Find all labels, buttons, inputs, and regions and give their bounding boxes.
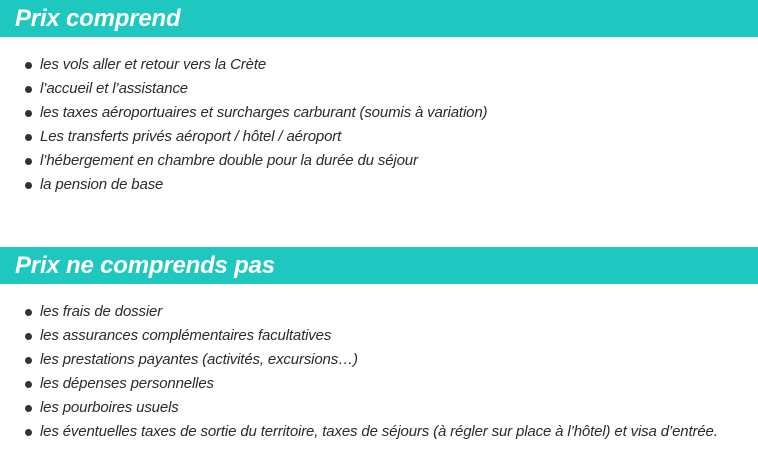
bullet-icon: [25, 429, 32, 436]
list-item-text: les prestations payantes (activités, excursions…): [40, 351, 358, 368]
list-item-text: les assurances complémentaires facultatives: [40, 327, 332, 344]
list-item: [0, 300, 718, 324]
bullet-icon: [25, 333, 32, 340]
list-item: [0, 372, 718, 396]
bullet-icon: [25, 86, 32, 93]
list-item: [0, 396, 718, 420]
list-item: [0, 53, 487, 77]
included-list: [0, 53, 487, 197]
list-item-text: les vols aller et retour vers la Crète: [40, 56, 267, 73]
list-item-text: la pension de base: [40, 176, 164, 193]
list-item: [0, 324, 718, 348]
list-item-text: l’hébergement en chambre double pour la durée du séjour: [40, 152, 418, 169]
list-item-text: les éventuelles taxes de sortie du territoire, taxes de séjours (à régler sur place à l’hôtel) et visa d’entrée.: [40, 423, 718, 440]
list-item: [0, 101, 487, 125]
list-item-text: les pourboires usuels: [40, 399, 179, 416]
bullet-icon: [25, 158, 32, 165]
bullet-icon: [25, 182, 32, 189]
section-header-included: Prix comprend: [0, 0, 758, 37]
bullet-icon: [25, 309, 32, 316]
list-item: [0, 125, 487, 149]
list-item-text: les taxes aéroportuaires et surcharges carburant (soumis à variation): [40, 104, 488, 121]
list-item: [0, 149, 487, 173]
bullet-icon: [25, 110, 32, 117]
list-item-text: les frais de dossier: [40, 303, 163, 320]
list-item: [0, 348, 718, 372]
list-item-text: l’accueil et l’assistance: [40, 80, 188, 97]
bullet-icon: [25, 357, 32, 364]
list-item: [0, 420, 718, 444]
bullet-icon: [25, 134, 32, 141]
excluded-list: [0, 300, 718, 444]
section-header-excluded: Prix ne comprends pas: [0, 247, 758, 284]
bullet-icon: [25, 62, 32, 69]
list-item-text: les dépenses personnelles: [40, 375, 214, 392]
list-item: [0, 77, 487, 101]
list-item-text: Les transferts privés aéroport / hôtel / aéroport: [40, 128, 342, 145]
bullet-icon: [25, 381, 32, 388]
list-item: [0, 173, 487, 197]
bullet-icon: [25, 405, 32, 412]
